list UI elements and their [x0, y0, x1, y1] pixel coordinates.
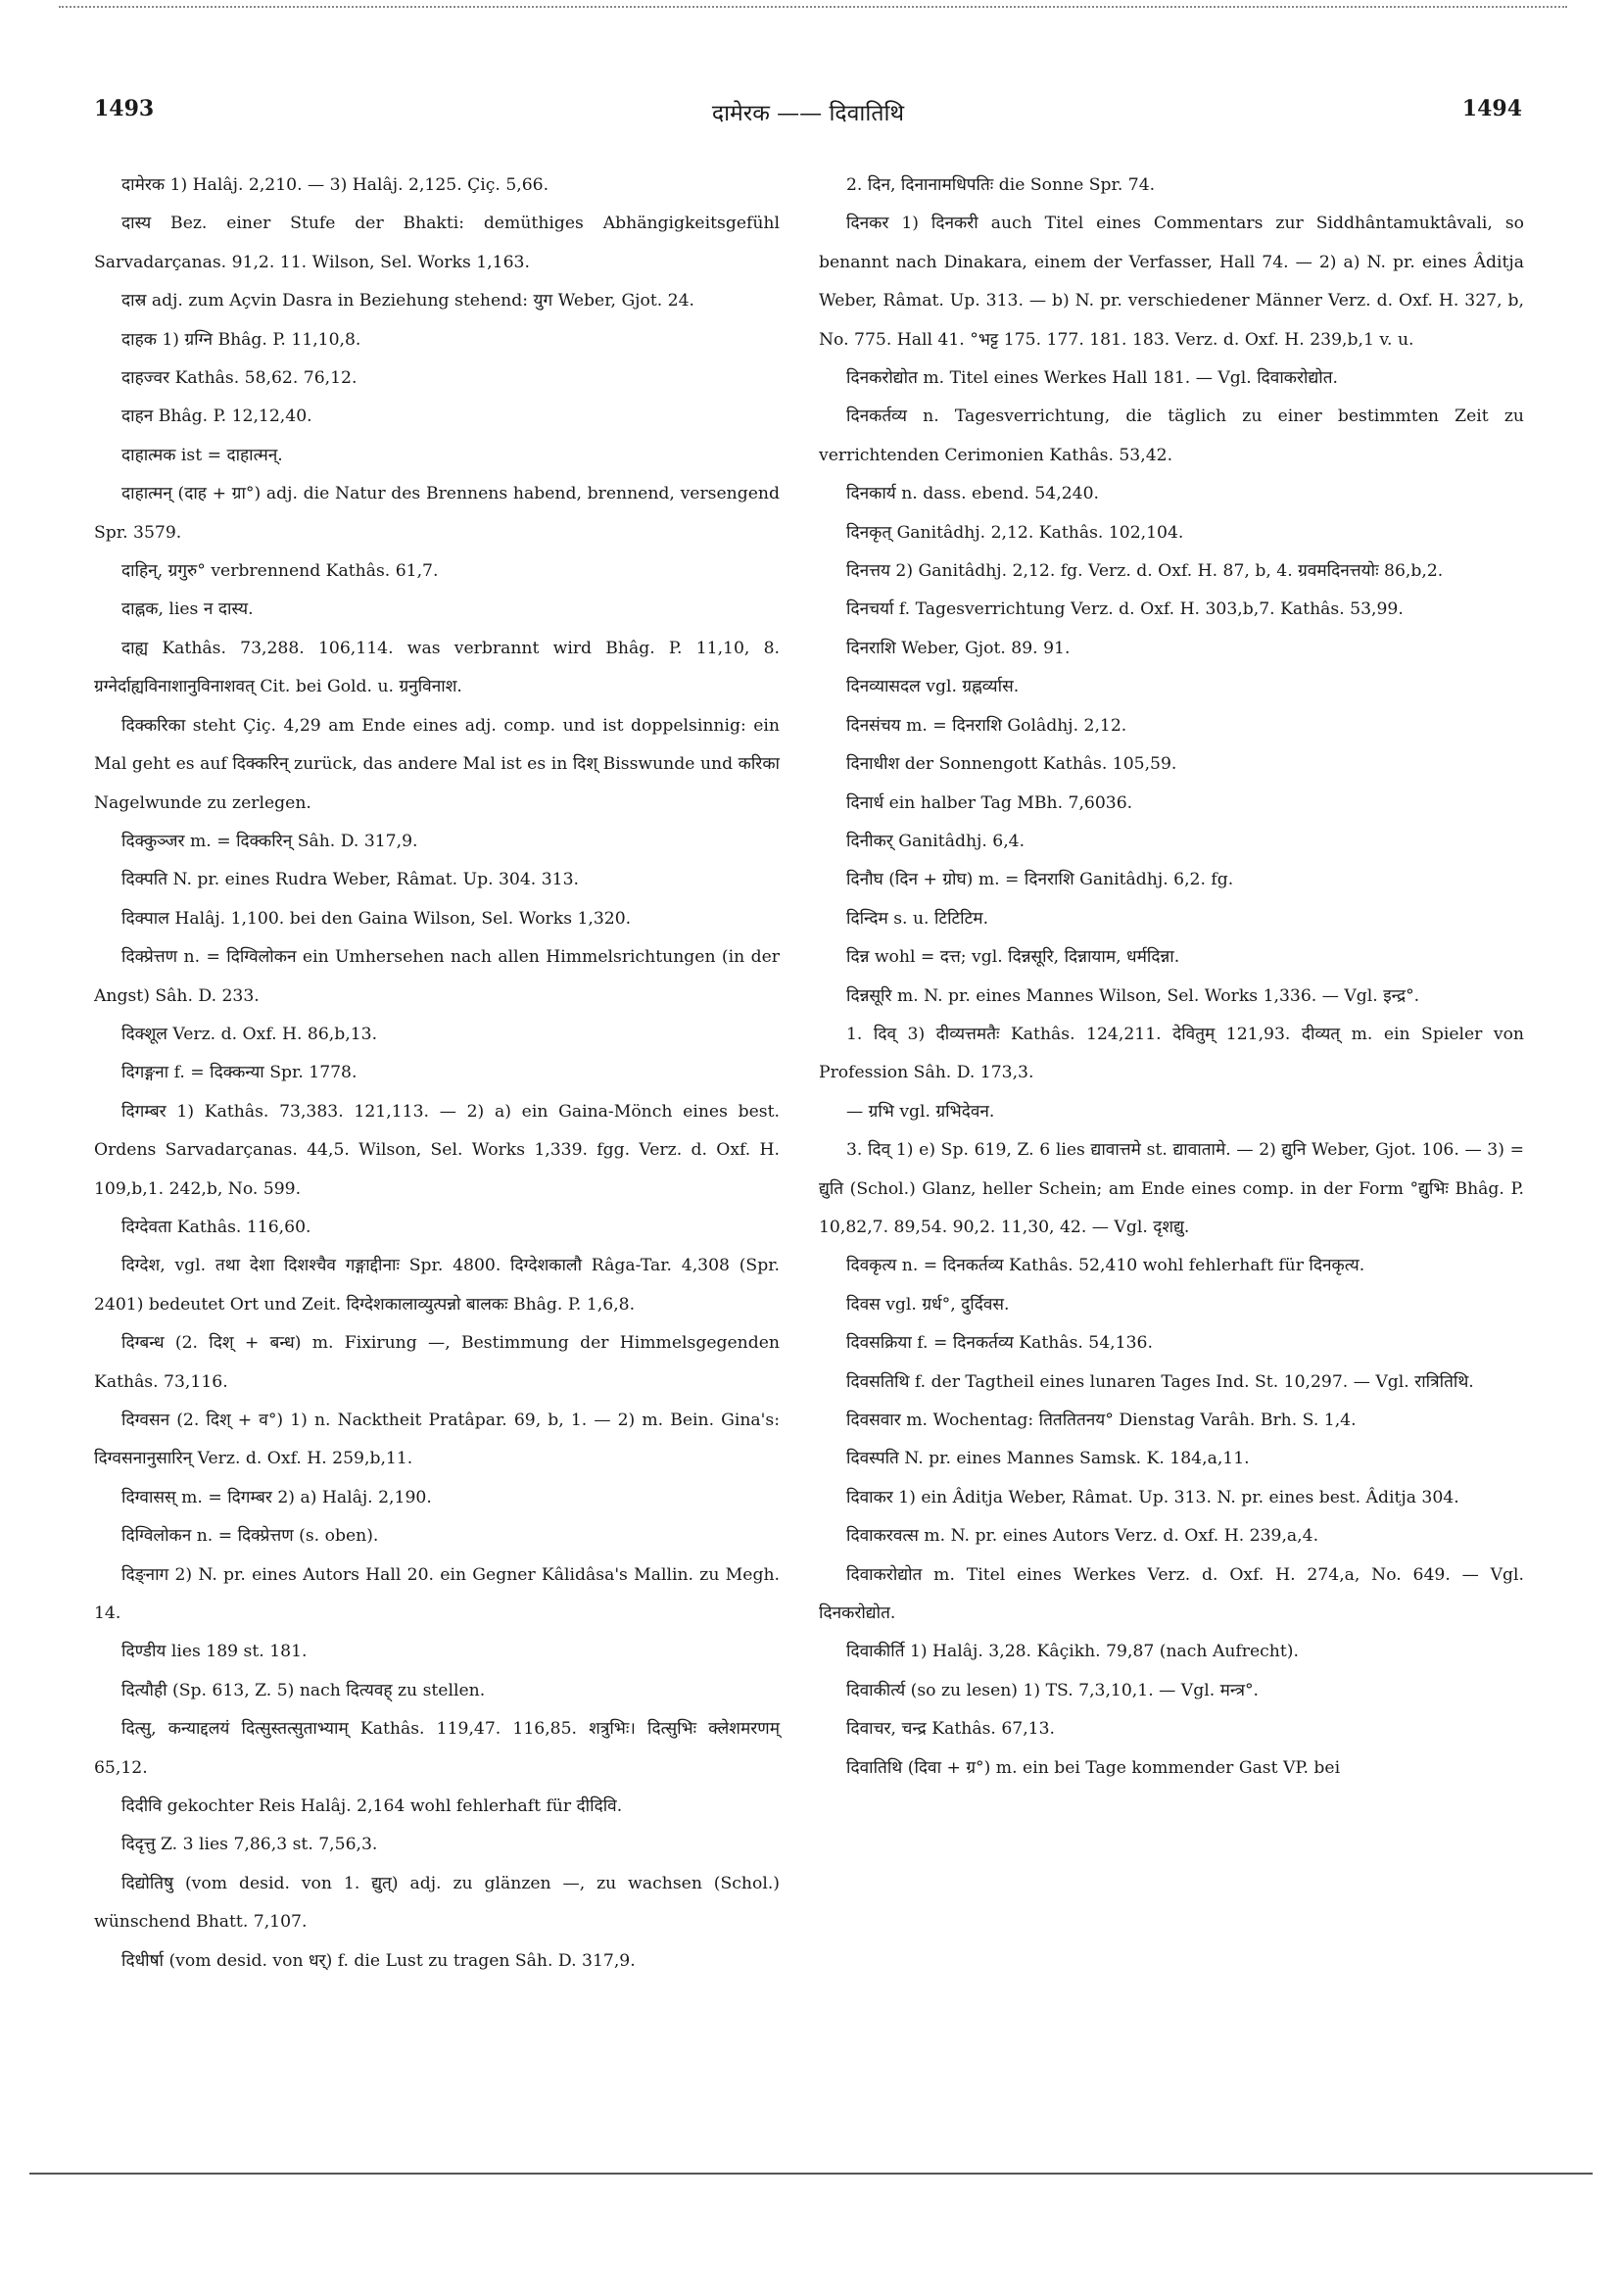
dictionary-entry: दिग्वसन (2. दिश् + व°) 1) n. Nacktheit Pratâpar. 69, b, 1. — 2) m. Bein. Gina's: दिग्वसनानुसारिन् Verz. d. Oxf. H. 259,b,11.: [94, 1411, 780, 1469]
dictionary-entry: दिनकरोद्योत m. Titel eines Werkes Hall 181. — Vgl. दिवाकरोद्योत.: [846, 368, 1339, 389]
dictionary-entry: दाहक 1) ग्रग्नि Bhâg. P. 11,10,8.: [121, 329, 361, 350]
dictionary-entry: 1. दिव् 3) दीव्यत्तमतैः Kathâs. 124,211. देवितुम् 121,93. दीव्यत् m. ein Spieler von Profession Sâh. D. 173,3.: [819, 1024, 1524, 1083]
dictionary-entry: दिन्न wohl = दत्त; vgl. दिन्नसूरि, दिन्नायाम, धर्मदिन्ना.: [846, 947, 1180, 968]
dictionary-entry: दामेरक 1) Halâj. 2,210. — 3) Halâj. 2,125. Çiç. 5,66.: [121, 175, 549, 195]
dictionary-entry: दिगङ्गना f. = दिक्कन्या Spr. 1778.: [121, 1063, 358, 1083]
dictionary-entry: दिवसवार m. Wochentag: तिततितनय° Dienstag Varâh. Brh. S. 1,4.: [846, 1411, 1357, 1430]
dictionary-entry: दिनाधीश der Sonnengott Kathâs. 105,59.: [846, 754, 1177, 775]
dictionary-entry: दिधीर्षा (vom desid. von धर्) f. die Lust zu tragen Sâh. D. 317,9.: [121, 1950, 636, 1971]
dictionary-entry: दिदृत्तु Z. 3 lies 7,86,3 st. 7,56,3.: [121, 1835, 378, 1855]
bottom-rule: [29, 2173, 1593, 2175]
dictionary-entry: दाहन Bhâg. P. 12,12,40.: [121, 407, 312, 427]
dictionary-entry: दिनत्तय 2) Ganitâdhj. 2,12. fg. Verz. d. Oxf. H. 87, b, 4. ग्रवमदिनत्तयोः 86,b,2.: [846, 561, 1444, 582]
dictionary-entry: दिनकार्य n. dass. ebend. 54,240.: [846, 484, 1099, 504]
dictionary-entry: दिनकर्तव्य n. Tagesverrichtung, die täglich zu einer bestimmten Zeit zu verrichtenden Cerimonien Kathâs. 53,42.: [819, 407, 1524, 465]
right-page-number: 1494: [1461, 96, 1522, 121]
left-page-number: 1493: [94, 96, 155, 121]
dictionary-entry: दिक्पाल Halâj. 1,100. bei den Gaina Wilson, Sel. Works 1,320.: [121, 908, 632, 929]
dictionary-entry: दिग्बन्ध (2. दिश् + बन्ध) m. Fixirung —, Bestimmung der Himmelsgegenden Kathâs. 73,116.: [94, 1333, 780, 1392]
dictionary-entry: दिनौघ (दिन + ग्रोघ) m. = दिनराशि Ganitâdhj. 6,2. fg.: [846, 870, 1234, 890]
dictionary-entry: दिवस्पति N. pr. eines Mannes Samsk. K. 184,a,11.: [846, 1449, 1250, 1469]
dictionary-entry: दिन्दिम s. u. टिटिटिम.: [846, 908, 989, 929]
dictionary-entry: दिनकर 1) दिनकरी auch Titel eines Commentars zur Siddhântamuktâvali, so benannt nach Dinakara, einem der Verfasser, Hall 74. — 2) a) N. pr. eines Âditja Weber, Râmat. Up. 313. — b) N. pr. verschiedener Männer Verz. d. Oxf. H. 327, b, No. 775. Hall 41. °भट्ट 175. 177. 181. 183. Verz. d. Oxf. H. 239,b,1 v. u.: [819, 214, 1524, 350]
dictionary-entry: दिवाकीर्त्य (so zu lesen) 1) TS. 7,3,10,1. — Vgl. मन्त्र°.: [846, 1680, 1260, 1700]
dictionary-entry: दिक्कुञ्जर m. = दिक्करिन् Sâh. D. 317,9.: [121, 831, 418, 851]
dictionary-entry: दिनचर्या f. Tagesverrichtung Verz. d. Oxf. H. 303,b,7. Kathâs. 53,99.: [846, 599, 1404, 620]
right-column: [819, 167, 1524, 1788]
dictionary-entry: दिनीकर् Ganitâdhj. 6,4.: [846, 831, 1026, 851]
page-top-edge: [59, 6, 1567, 12]
dictionary-entry: दिङ्नाग 2) N. pr. eines Autors Hall 20. ein Gegner Kâlidâsa's Mallin. zu Megh. 14.: [94, 1564, 780, 1624]
dictionary-entry: दिनव्यासदल vgl. ग्रह्नर्व्यास.: [846, 677, 1020, 697]
dictionary-entry: दिण्डीय lies 189 st. 181.: [121, 1642, 308, 1662]
dictionary-entry: दिवसतिथि f. der Tagtheil eines lunaren Tages Ind. St. 10,297. — Vgl. रात्रितिथि.: [846, 1371, 1474, 1392]
dictionary-entry: दाहिन्, ग्रगुरु° verbrennend Kathâs. 61,7.: [121, 561, 439, 582]
dictionary-entry: दिक्प्रेत्तण n. = दिग्विलोकन ein Umhersehen nach allen Himmelsrichtungen (in der Angst) Sâh. D. 233.: [94, 947, 780, 1006]
dictionary-entry: दिनार्ध ein halber Tag MBh. 7,6036.: [846, 792, 1133, 813]
dictionary-entry: दिन्नसूरि m. N. pr. eines Mannes Wilson, Sel. Works 1,336. — Vgl. इन्द्र°.: [846, 985, 1420, 1006]
dictionary-entry: दाहात्मन् (दाह + ग्रा°) adj. die Natur des Brennens habend, brennend, versengend Spr. 3579.: [94, 484, 780, 543]
dictionary-entry: दिनकृत् Ganitâdhj. 2,12. Kathâs. 102,104.: [846, 522, 1184, 543]
dictionary-entry: दिदीवि gekochter Reis Halâj. 2,164 wohl fehlerhaft für दीदिवि.: [121, 1796, 623, 1817]
dictionary-entry: दिवकृत्य n. = दिनकर्तव्य Kathâs. 52,410 wohl fehlerhaft für दिनकृत्य.: [846, 1256, 1365, 1276]
dictionary-entry: दिवाकर 1) ein Âditja Weber, Râmat. Up. 313. N. pr. eines best. Âditja 304.: [846, 1487, 1459, 1507]
left-column: [94, 167, 780, 1981]
dictionary-entry: दिवाकरवत्स m. N. pr. eines Autors Verz. d. Oxf. H. 239,a,4.: [846, 1526, 1319, 1547]
dictionary-entry: दिवसक्रिया f. = दिनकर्तव्य Kathâs. 54,136.: [846, 1333, 1153, 1354]
dictionary-entry: 3. दिव् 1) e) Sp. 619, Z. 6 lies द्यावात्तमे st. द्यावातामे. — 2) द्युनि Weber, Gjot. 106. — 3) = द्युति (Schol.) Glanz, heller Schein; am Ende eines comp. in der Form °द्युभिः Bhâg. P. 10,82,7. 89,54. 90,2. 11,30, 42. — Vgl. दृशद्यु.: [819, 1140, 1524, 1237]
dictionary-entry: दिनसंचय m. = दिनराशि Golâdhj. 2,12.: [846, 715, 1127, 736]
dictionary-entry: दाहज्वर Kathâs. 58,62. 76,12.: [121, 368, 358, 389]
dictionary-entry: दाह्य Kathâs. 73,288. 106,114. was verbrannt wird Bhâg. P. 11,10, 8. ग्रग्नेर्दाह्यविनाशानुविनाशवत् Cit. bei Gold. u. ग्रनुविनाश.: [94, 638, 780, 697]
dictionary-entry: दिनराशि Weber, Gjot. 89. 91.: [846, 638, 1071, 658]
running-title: दामेरक —— दिवातिथि: [711, 101, 905, 126]
dictionary-entry: दिवस vgl. ग्रर्ध°, दुर्दिवस.: [846, 1294, 1010, 1315]
dictionary-entry: 2. दिन, दिनानामधिपतिः die Sonne Spr. 74.: [846, 175, 1156, 195]
dictionary-entry: दिक्करिका steht Çiç. 4,29 am Ende eines adj. comp. und ist doppelsinnig: ein Mal geht es auf दिक्करिन् zurück, das andere Mal ist es in दिश् Bisswunde und करिका Nagelwunde zu zerlegen.: [94, 715, 780, 813]
page-header: [94, 96, 1522, 135]
dictionary-entry: दिग्देश, vgl. तथा देशा दिशश्चैव गङ्गाद्दीनाः Spr. 4800. दिग्देशकालौ Râga-Tar. 4,308 (Spr. 2401) bedeutet Ort und Zeit. दिग्देशकालाव्युत्पन्नो बालकः Bhâg. P. 1,6,8.: [94, 1256, 780, 1315]
dictionary-entry: — ग्रभि vgl. ग्रभिदेवन.: [846, 1101, 995, 1122]
dictionary-entry: दाहात्मक ist = दाहात्मन्.: [121, 445, 283, 465]
dictionary-entry: दास्र adj. zum Açvin Dasra in Beziehung stehend: युग Weber, Gjot. 24.: [121, 291, 695, 311]
dictionary-entry: दिग्देवता Kathâs. 116,60.: [121, 1217, 311, 1237]
dictionary-entry: दिक्पति N. pr. eines Rudra Weber, Râmat. Up. 304. 313.: [121, 870, 579, 890]
dictionary-entry: दिवाचर, चन्द्र Kathâs. 67,13.: [846, 1719, 1055, 1740]
dictionary-entry: दित्सु, कन्याद्दलयं दित्सुस्तत्सुताभ्याम् Kathâs. 119,47. 116,85. शत्रुभिः। दित्सुभिः क्लेशमरणम् 65,12.: [94, 1719, 780, 1778]
dictionary-entry: दिग्वासस् m. = दिगम्बर 2) a) Halâj. 2,190.: [121, 1487, 432, 1507]
dictionary-entry: दिक्शूल Verz. d. Oxf. H. 86,b,13.: [121, 1024, 378, 1044]
dictionary-entry: दिवाकीर्ति 1) Halâj. 3,28. Kâçikh. 79,87 (nach Aufrecht).: [846, 1642, 1299, 1662]
dictionary-entry: दिग्विलोकन n. = दिक्प्रेत्तण (s. oben).: [121, 1526, 379, 1547]
dictionary-entry: दिवातिथि (दिवा + ग्र°) m. ein bei Tage kommender Gast VP. bei: [846, 1757, 1341, 1778]
dictionary-entry: दास्य Bez. einer Stufe der Bhakti: demüthiges Abhängigkeitsgefühl Sarvadarçanas. 91,2. 11. Wilson, Sel. Works 1,163.: [94, 214, 780, 272]
dictionary-entry: दित्यौही (Sp. 613, Z. 5) nach दित्यवह् zu stellen.: [121, 1680, 486, 1700]
dictionary-entry: दिवाकरोद्योत m. Titel eines Werkes Verz. d. Oxf. H. 274,a, No. 649. — Vgl. दिनकरोद्योत.: [819, 1564, 1524, 1624]
dictionary-entry: दाह्नक, lies न दास्य.: [121, 599, 254, 620]
dictionary-entry: दिद्योतिषु (vom desid. von 1. द्युत्) adj. zu glänzen —, zu wachsen (Schol.) wünschend Bhatt. 7,107.: [94, 1873, 780, 1933]
dictionary-entry: दिगम्बर 1) Kathâs. 73,383. 121,113. — 2) a) ein Gaina-Mönch eines best. Ordens Sarvadarçanas. 44,5. Wilson, Sel. Works 1,339. fgg. Verz. d. Oxf. H. 109,b,1. 242,b, No. 599.: [94, 1101, 780, 1199]
